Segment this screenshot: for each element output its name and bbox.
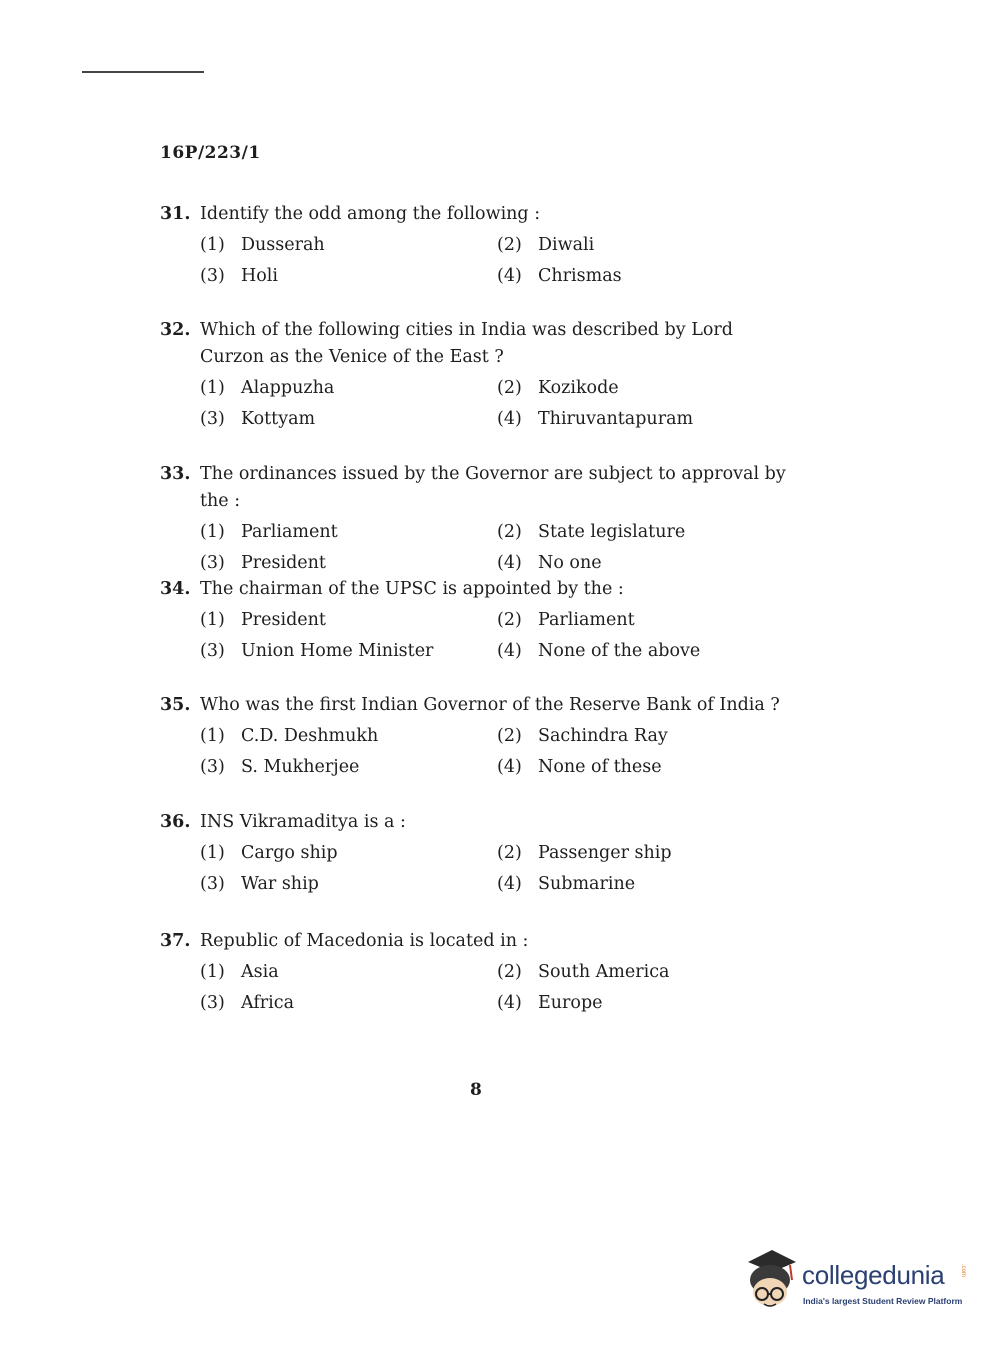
option-1: (1) President [200, 610, 326, 630]
question-text: Which of the following cities in India was described by Lord Curzon as the Venice of the East ? [200, 320, 733, 367]
option-2: (2) South America [497, 962, 670, 982]
options-grid [200, 959, 800, 1016]
question-number: 33. [160, 464, 191, 484]
question-35 [160, 692, 800, 780]
brand-tagline: India's largest Student Review Platform [803, 1296, 963, 1306]
question-number: 35. [160, 695, 191, 715]
option-2: (2) Parliament [497, 610, 635, 630]
brand-name: collegedunia [802, 1260, 945, 1290]
options-grid [200, 723, 800, 780]
question-number: 34. [160, 579, 191, 599]
option-4: (4) None of these [497, 757, 662, 777]
question-text: Identify the odd among the following : [200, 204, 541, 224]
option-4: (4) No one [497, 553, 602, 573]
option-3: (3) Holi [200, 266, 278, 286]
question-33 [160, 461, 800, 576]
question-text: The chairman of the UPSC is appointed by the : [200, 579, 624, 599]
collegedunia-watermark [742, 1248, 972, 1318]
option-4: (4) Europe [497, 993, 603, 1013]
option-1: (1) C.D. Deshmukh [200, 726, 379, 746]
option-4: (4) Submarine [497, 874, 636, 894]
option-2: (2) Kozikode [497, 378, 619, 398]
question-text: The ordinances issued by the Governor are subject to approval by the : [200, 464, 786, 511]
question-32 [160, 317, 800, 432]
question-number: 36. [160, 812, 191, 832]
option-4: (4) Chrismas [497, 266, 622, 286]
option-1: (1) Alappuzha [200, 378, 335, 398]
question-37 [160, 928, 800, 1016]
question-31 [160, 201, 800, 289]
page-number: 8 [470, 1080, 482, 1100]
paper-code: 16P/223/1 [160, 143, 261, 163]
option-2: (2) Sachindra Ray [497, 726, 668, 746]
option-1: (1) Asia [200, 962, 279, 982]
option-4: (4) None of the above [497, 641, 701, 661]
options-grid [200, 519, 800, 576]
brand-suffix: .com [960, 1264, 966, 1278]
options-grid [200, 840, 800, 897]
question-number: 32. [160, 320, 191, 340]
top-rule [82, 71, 204, 73]
question-number: 31. [160, 204, 191, 224]
option-1: (1) Dusserah [200, 235, 325, 255]
question-text: Who was the first Indian Governor of the Reserve Bank of India ? [200, 695, 780, 715]
options-grid [200, 375, 800, 432]
option-3: (3) President [200, 553, 326, 573]
question-34 [160, 576, 800, 664]
options-grid [200, 607, 800, 664]
option-3: (3) War ship [200, 874, 319, 894]
option-2: (2) Passenger ship [497, 843, 672, 863]
option-2: (2) Diwali [497, 235, 595, 255]
question-36 [160, 809, 800, 897]
option-1: (1) Cargo ship [200, 843, 338, 863]
question-number: 37. [160, 931, 191, 951]
option-4: (4) Thiruvantapuram [497, 409, 694, 429]
option-1: (1) Parliament [200, 522, 338, 542]
option-3: (3) S. Mukherjee [200, 757, 360, 777]
option-3: (3) Kottyam [200, 409, 316, 429]
option-3: (3) Union Home Minister [200, 641, 434, 661]
options-grid [200, 232, 800, 289]
collegedunia-mascot-icon [742, 1248, 800, 1314]
question-text: INS Vikramaditya is a : [200, 812, 406, 832]
question-text: Republic of Macedonia is located in : [200, 931, 529, 951]
option-2: (2) State legislature [497, 522, 686, 542]
option-3: (3) Africa [200, 993, 295, 1013]
